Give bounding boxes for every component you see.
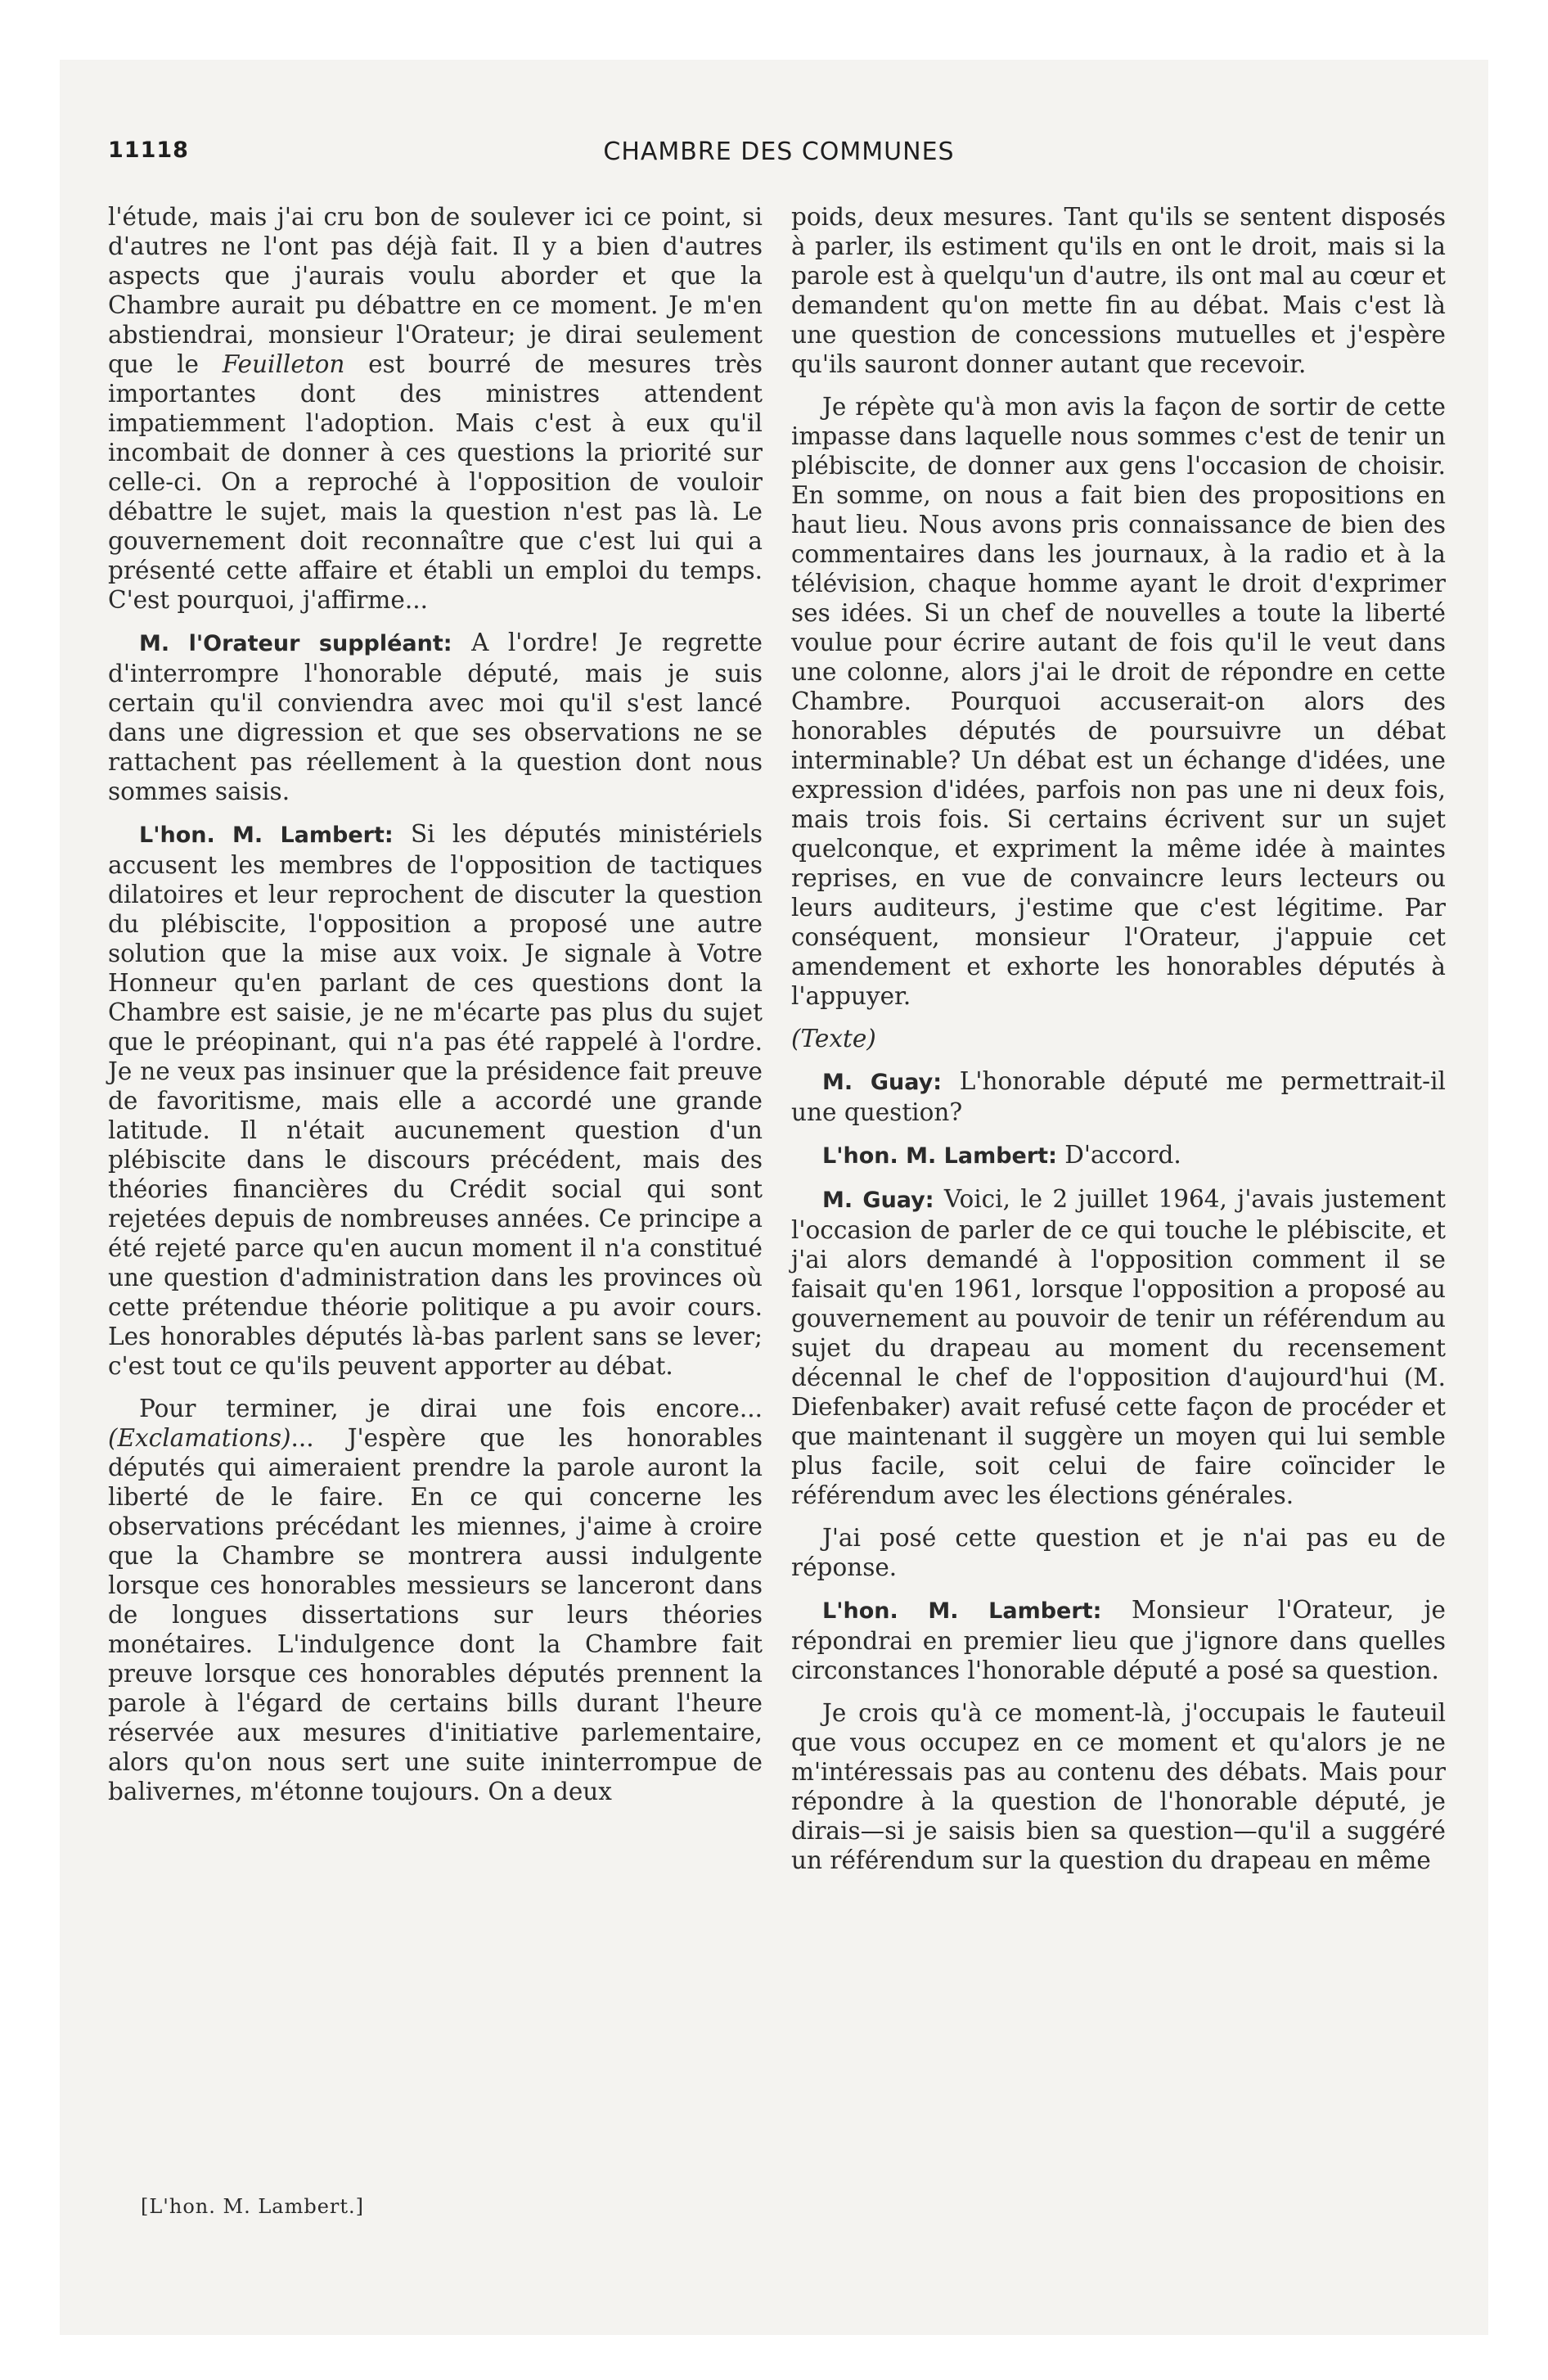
- running-title: CHAMBRE DES COMMUNES: [603, 137, 955, 166]
- paragraph: L'hon. M. Lambert: Monsieur l'Orateur, je répondrai en premier lieu que j'ignore dans quelles circonstances l'honorable député a posé sa question.: [791, 1596, 1446, 1684]
- paragraph: l'étude, mais j'ai cru bon de soulever ici ce point, si d'autres ne l'ont pas déjà fait. Il y a bien d'autres aspects que j'aurais voulu aborder et que la Chambre aurait pu débattre en ce moment. Je m'en abstiendrai, monsieur l'Orateur; je dirai seulement que le Feuilleton est bourré de mesures très importantes dont des ministres attendent impatiemment l'adoption. Mais c'est à eux qu'il incombait de donner à ces questions la priorité sur celle-ci. On a reproché à l'opposition de vouloir débattre le sujet, mais la question n'est pas là. Le gouvernement doit reconnaître que c'est lui qui a présenté cette affaire et établi un emploi du temps. C'est pourquoi, j'affirme...: [108, 203, 763, 614]
- paragraph: J'ai posé cette question et je n'ai pas eu de réponse.: [791, 1524, 1446, 1581]
- emphasis: Feuilleton: [222, 350, 345, 378]
- right-column: [791, 202, 1446, 1888]
- paragraph: M. l'Orateur suppléant: A l'ordre! Je regrette d'interrompre l'honorable député, mais je suis certain qu'il conviendra avec moi qu'il s'est lancé dans une digression et que ses observations ne se rattachent pas réellement à la question dont nous sommes saisis.: [108, 629, 763, 805]
- speaker-footer: [L'hon. M. Lambert.]: [141, 2195, 365, 2218]
- paragraph: L'hon. M. Lambert: D'accord.: [822, 1141, 1181, 1169]
- paragraph: M. Guay: Voici, le 2 juillet 1964, j'avais justement l'occasion de parler de ce qui touche le plébiscite, et j'ai alors demandé à l'opposition comment il se faisait qu'en 1961, lorsque l'opposition a proposé au gouvernement au pouvoir de tenir un référendum au sujet du drapeau au moment du recensement décennal le chef de l'opposition d'aujourd'hui (M. Diefenbaker) avait refusé cette façon de procéder et que maintenant il suggère un moyen qui lui semble plus facile, soit celui de faire coïncider le référendum avec les élections générales.: [791, 1185, 1446, 1509]
- speaker-name: M. l'Orateur suppléant:: [139, 631, 452, 656]
- paragraph: poids, deux mesures. Tant qu'ils se sentent disposés à parler, ils estiment qu'ils en ont le droit, mais si la parole est à quelqu'un d'autre, ils ont mal au cœur et demandent qu'on mette fin au débat. Mais c'est là une question de concessions mutuelles et j'espère qu'ils sauront donner autant que recevoir.: [791, 203, 1446, 378]
- left-column: [108, 202, 763, 1819]
- speaker-name: L'hon. M. Lambert:: [822, 1598, 1102, 1624]
- paragraph: M. Guay: L'honorable député me permettrait-il une question?: [791, 1067, 1446, 1126]
- page-header: [108, 137, 1450, 170]
- speaker-name: L'hon. M. Lambert:: [822, 1143, 1057, 1169]
- paragraph: Pour terminer, je dirai une fois encore... (Exclamations)... J'espère que les honorables députés qui aimeraient prendre la parole auront la liberté de le faire. En ce qui concerne les observations précédant les miennes, j'aime à croire que la Chambre se montrera aussi indulgente lorsque ces honorables messieurs se lanceront dans de longues dissertations sur leurs théories monétaires. L'indulgence dont la Chambre fait preuve lorsque ces honorables députés prennent la parole à l'égard de certains bills durant l'heure réservée aux mesures d'initiative parlementaire, alors qu'on nous sert une suite ininterrompue de balivernes, m'étonne toujours. On a deux: [108, 1395, 763, 1805]
- paragraph: Je répète qu'à mon avis la façon de sortir de cette impasse dans laquelle nous sommes c'est de tenir un plébiscite, de donner aux gens l'occasion de choisir. En somme, on nous a fait bien des propositions en haut lieu. Nous avons pris connaissance de bien des commentaires dans les journaux, à la radio et à la télévision, chaque homme ayant le droit d'exprimer ses idées. Si un chef de nouvelles a toute la liberté voulue pour écrire autant de fois qu'il le veut dans une colonne, alors j'ai le droit de répondre en cette Chambre. Pourquoi accuserait-on alors des honorables députés de poursuivre un débat interminable? Un débat est un échange d'idées, une expression d'idées, parfois non pas une ni deux fois, mais trois fois. Si certains écrivent sur un sujet quelconque, et expriment la même idée à maintes reprises, en vue de convaincre leurs lecteurs ou leurs auditeurs, j'estime que c'est légitime. Par conséquent, monsieur l'Orateur, j'appuie cet amendement et exhorte les honorables députés à l'appuyer.: [791, 393, 1446, 1010]
- section-marker: (Texte): [791, 1025, 876, 1053]
- speaker-name: L'hon. M. Lambert:: [139, 823, 394, 848]
- speaker-name: M. Guay:: [822, 1070, 943, 1095]
- emphasis: (Exclamations): [108, 1424, 291, 1452]
- paragraph: L'hon. M. Lambert: Si les députés ministériels accusent les membres de l'opposition de tactiques dilatoires et leur reprochent de discuter la question du plébiscite, l'opposition a proposé une autre solution que la mise aux voix. Je signale à Votre Honneur qu'en parlant de ces questions dont la Chambre est saisie, je ne m'écarte pas plus du sujet que le préopinant, qui n'a pas été rappelé à l'ordre. Je ne veux pas insinuer que la présidence fait preuve de favoritisme, mais elle a accordé une grande latitude. Il n'était aucunement question d'un plébiscite dans le discours précédent, mais des théories financières du Crédit social qui sont rejetées depuis de nombreuses années. Ce principe a été rejeté parce qu'en aucun moment il n'a constitué une question d'administration dans les provinces où cette prétendue théorie politique a pu avoir cours. Les honorables députés là-bas parlent sans se lever; c'est tout ce qu'ils peuvent apporter au débat.: [108, 820, 763, 1380]
- paragraph: Je crois qu'à ce moment-là, j'occupais le fauteuil que vous occupez en ce moment et qu'alors je ne m'intéressais pas au contenu des débats. Mais pour répondre à la question de l'honorable député, je dirais—si je saisis bien sa question—qu'il a suggéré un référendum sur la question du drapeau en même: [791, 1699, 1446, 1874]
- page-number: 11118: [108, 137, 189, 163]
- speaker-name: M. Guay:: [822, 1188, 934, 1213]
